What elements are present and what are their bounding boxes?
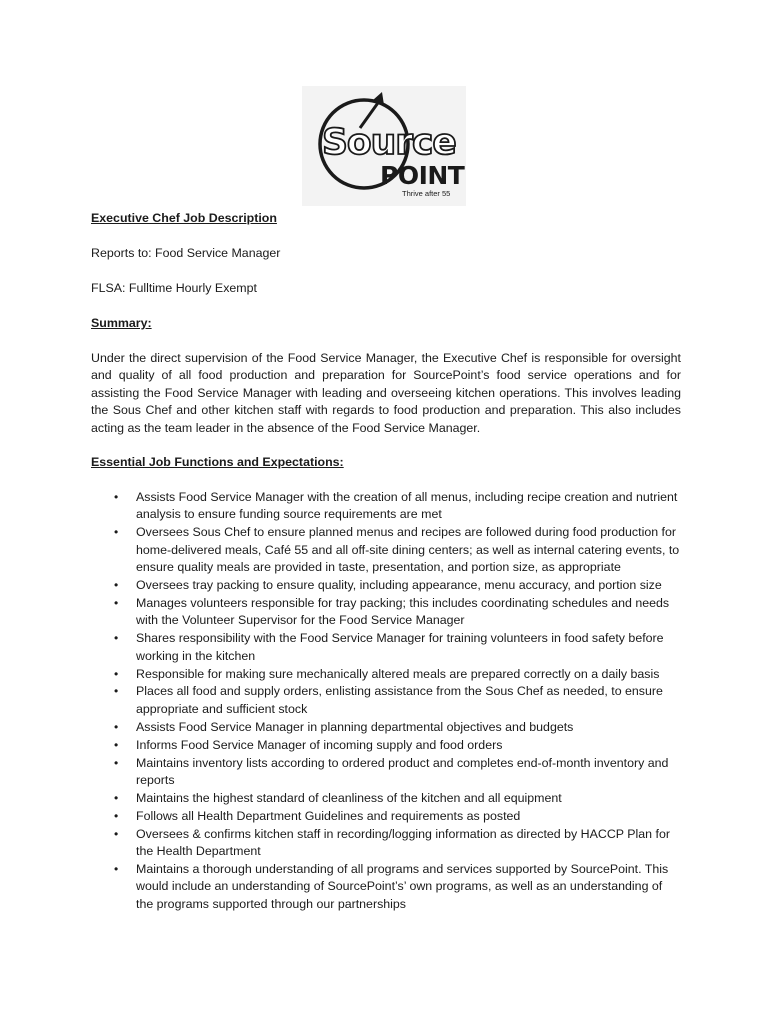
list-item: • Maintains a thorough understanding of all programs and services supported by SourcePoint. This would include an understanding of SourcePoint’s’ own programs, as well as an understanding of the programs supported through our partnerships — [114, 862, 669, 911]
summary-heading: Summary: — [91, 316, 152, 330]
bullet-icon: • — [114, 862, 119, 877]
bullet-icon: • — [114, 826, 119, 841]
logo-graphic — [302, 86, 466, 206]
reports-to: Reports to: Food Service Manager — [91, 246, 281, 260]
bullet-icon: • — [114, 666, 119, 681]
bullet-icon: • — [114, 719, 119, 734]
bullet-icon: • — [114, 631, 119, 646]
bullet-icon: • — [114, 578, 119, 593]
list-item: • Assists Food Service Manager in planning departmental objectives and budgets — [91, 719, 681, 736]
list-item: • Places all food and supply orders, enlisting assistance from the Sous Chef as needed, to ensure appropriate and sufficient stock — [114, 684, 663, 716]
sourcepoint-logo — [302, 86, 466, 206]
bullet-icon: • — [114, 684, 119, 699]
functions-list — [91, 489, 681, 914]
list-item: • Follows all Health Department Guidelines and requirements as posted — [91, 808, 681, 825]
flsa-status: FLSA: Fulltime Hourly Exempt — [91, 281, 257, 295]
bullet-icon: • — [114, 525, 119, 540]
page-title: Executive Chef Job Description — [91, 211, 277, 225]
logo-word-source: Source — [322, 122, 456, 163]
bullet-icon: • — [114, 790, 119, 805]
bullet-icon: • — [114, 808, 119, 823]
list-item: • Shares responsibility with the Food Service Manager for training volunteers in food safety before working in the kitchen — [114, 631, 664, 663]
list-item: • Oversees & confirms kitchen staff in recording/logging information as directed by HACCP Plan for the Health Department — [114, 826, 670, 859]
logo-tagline: Thrive after 55 — [402, 189, 451, 198]
functions-heading: Essential Job Functions and Expectations: — [91, 455, 344, 469]
list-item: • Oversees tray packing to ensure quality, including appearance, menu accuracy, and portion size — [91, 577, 681, 594]
logo-word-point: POINT — [380, 161, 465, 190]
list-item: • Maintains the highest standard of cleanliness of the kitchen and all equipment — [91, 790, 681, 807]
bullet-icon: • — [114, 490, 119, 504]
list-item: • Informs Food Service Manager of incoming supply and food orders — [91, 737, 681, 754]
bullet-icon: • — [114, 737, 119, 752]
list-item: • Oversees Sous Chef to ensure planned menus and recipes are followed during food production for home-delivered meals, Café 55 and all off-site dining centers; as well as internal catering events, to ensure quality meals are provided in taste, presentation, and portion size, as appropriate — [114, 525, 680, 575]
list-item: • Assists Food Service Manager with the creation of all menus, including recipe creation and nutrient analysis to ensure funding source requirements are met — [114, 490, 678, 522]
list-item: • Maintains inventory lists according to ordered product and completes end-of-month inventory and reports — [114, 755, 669, 787]
list-item: • Manages volunteers responsible for tray packing; this includes coordinating schedules and needs with the Volunteer Supervisor for the Food Service Manager — [114, 595, 670, 628]
summary-text: Under the direct supervision of the Food Service Manager, the Executive Chef is responsible for oversight and quality of all food production and preparation for SourcePoint’s food service operations and for assisting the Food Service Manager with leading and overseeing kitchen operations. This involves leading the Sous Chef and other kitchen staff with regards to food production and preparation. This also includes acting as the team leader in the absence of the Food Service Manager. — [91, 351, 681, 435]
bullet-icon: • — [114, 755, 119, 770]
list-item: • Responsible for making sure mechanically altered meals are prepared correctly on a daily basis — [91, 666, 681, 683]
bullet-icon: • — [114, 595, 119, 610]
